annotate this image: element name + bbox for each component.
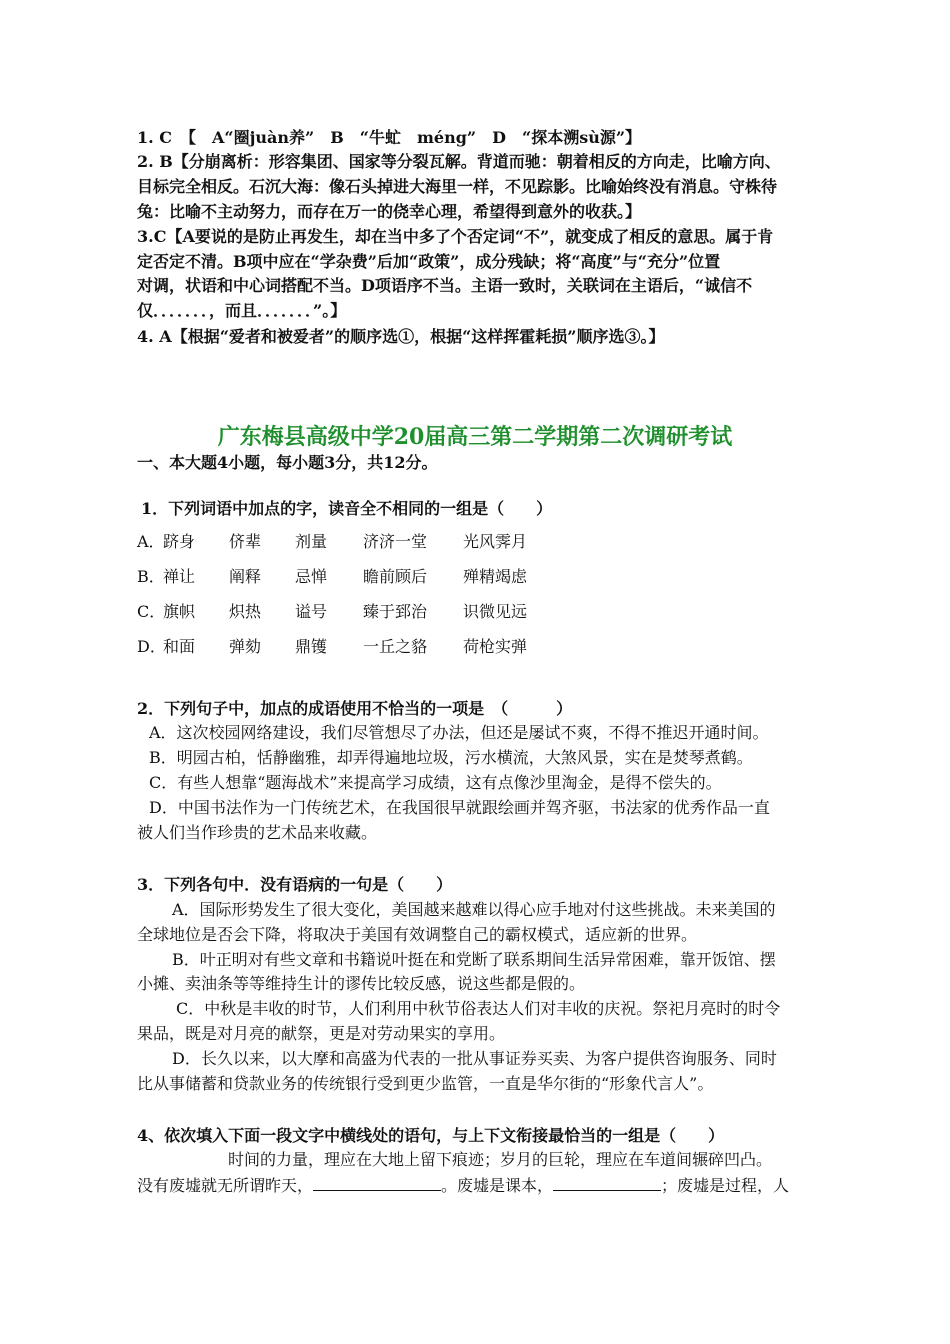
q3-option-c-cont: 果品，既是对月亮的献祭，更是对劳动果实的享用。 [137, 1024, 506, 1043]
q4-blank-1 [313, 1174, 441, 1191]
option-letter: B． [137, 567, 165, 586]
word: 谥号 [295, 602, 328, 621]
word: 光风霁月 [463, 532, 528, 551]
q4-text-c: ；废墟是过程，人 [661, 1176, 790, 1195]
q3-option-c: C．中秋是丰收的时节，人们利用中秋节俗表达人们对丰收的庆祝。祭祀月亮时的时令 [176, 999, 781, 1018]
q4-passage-line-2 [137, 1174, 817, 1197]
answer-line-6: 定否定不清。B项中应在“学杂费”后加“政策”，成分残缺；将“高度”与“充分”位置 [137, 252, 721, 271]
answer-line-1: 1. C 【 A“圈juàn养” B “牛虻 méng” D “探本溯sù源”】 [137, 128, 642, 147]
q3-option-a-cont: 全球地位是否会下降，将取决于美国有效调整自己的霸权模式，适应新的世界。 [137, 925, 698, 944]
word: 和面 [163, 637, 196, 656]
word: 忌惮 [295, 567, 328, 586]
exam-title: 广东梅县高级中学20届高三第二学期第二次调研考试 [217, 424, 733, 450]
q3-stem: 3．下列各句中．没有语病的一句是（ ） [137, 875, 453, 894]
q2-option-d-cont: 被人们当作珍贵的艺术品来收藏。 [137, 823, 378, 842]
word: 一丘之貉 [363, 637, 428, 656]
word: 侪辈 [229, 532, 262, 551]
q3-option-a: A．国际形势发生了很大变化，美国越来越难以得心应手地对付这些挑战。未来美国的 [172, 900, 776, 919]
q4-stem: 4、依次填入下面一段文字中横线处的语句，与上下文衔接最恰当的一组是（ ） [137, 1126, 725, 1145]
option-letter: D． [137, 637, 166, 656]
word: 禅让 [163, 567, 196, 586]
q2-option-a: A．这次校园网络建设，我们尽管想尽了办法，但还是屡试不爽，不得不推迟开通时间。 [149, 723, 769, 742]
q3-option-b-cont: 小摊、卖油条等等维持生计的谬传比较反感，说这些都是假的。 [137, 974, 586, 993]
q3-option-d: D．长久以来，以大摩和高盛为代表的一批从事证券买卖、为客户提供咨询服务、同时 [172, 1049, 777, 1068]
word: 弹劾 [229, 637, 262, 656]
option-letter: C． [137, 602, 166, 621]
answer-line-4: 兔：比喻不主动努力，而存在万一的侥幸心理，希望得到意外的收获。】 [137, 202, 642, 221]
word: 旗帜 [163, 602, 196, 621]
q4-text-b: 。废墟是课本， [441, 1176, 554, 1195]
section-heading: 一、本大题4小题，每小题3分，共12分。 [137, 453, 438, 472]
word: 识微见远 [463, 602, 528, 621]
q1-stem: 1．下列词语中加点的字，读音全不相同的一组是（ ） [141, 499, 553, 518]
word: 阐释 [229, 567, 262, 586]
word: 鼎镬 [295, 637, 328, 656]
answer-line-9: 4. A【根据“爱者和被爱者”的顺序选①，根据“这样挥霍耗损”顺序选③。】 [137, 327, 665, 346]
word: 炽热 [229, 602, 262, 621]
q2-option-d: D．中国书法作为一门传统艺术，在我国很早就跟绘画并驾齐驱，书法家的优秀作品一直 [149, 798, 770, 817]
q3-option-d-cont: 比从事储蓄和贷款业务的传统银行受到更少监管，一直是华尔街的“形象代言人”。 [137, 1074, 714, 1093]
answer-line-8: 仅．．．．．．．，而且．．．．．．．”。】 [137, 301, 347, 320]
q2-option-c: C．有些人想靠“题海战术”来提高学习成绩，这有点像沙里淘金，是得不偿失的。 [149, 773, 722, 792]
word: 济济一堂 [363, 532, 428, 551]
word: 瞻前顾后 [363, 567, 428, 586]
answer-line-7: 对调，状语和中心词搭配不当。D项语序不当。主语一致时，关联词在主语后，“诚信不 [137, 276, 753, 295]
word: 跻身 [163, 532, 196, 551]
word: 荷枪实弹 [463, 637, 528, 656]
word: 剂量 [295, 532, 328, 551]
q2-option-b: B．明园古柏，恬静幽雅，却弄得遍地垃圾，污水横流，大煞风景，实在是焚琴煮鹤。 [149, 748, 753, 767]
answer-line-5: 3.C【A要说的是防止再发生，却在当中多了个否定词“不”，就变成了相反的意思。属于肯 [137, 227, 774, 246]
q3-option-b: B．叶正明对有些文章和书籍说叶挺在和党断了联系期间生活异常困难，靠开饭馆、摆 [172, 950, 776, 969]
q2-stem: 2．下列句子中，加点的成语使用不恰当的一项是 （ ） [137, 699, 573, 718]
q4-text-a: 没有废墟就无所谓昨天， [137, 1176, 314, 1195]
word: 臻于郅治 [363, 602, 428, 621]
q4-blank-2 [553, 1174, 661, 1191]
answer-line-2: 2. B【分崩离析：形容集团、国家等分裂瓦解。背道而驰：朝着相反的方向走，比喻方向、 [137, 152, 781, 171]
option-letter: A． [137, 532, 165, 551]
word: 殚精竭虑 [463, 567, 528, 586]
q4-passage-line-1: 时间的力量，理应在大地上留下痕迹；岁月的巨轮，理应在车道间辗碎凹凸。 [228, 1150, 773, 1169]
answer-line-3: 目标完全相反。石沉大海：像石头掉进大海里一样，不见踪影。比喻始终没有消息。守株待 [137, 177, 778, 196]
